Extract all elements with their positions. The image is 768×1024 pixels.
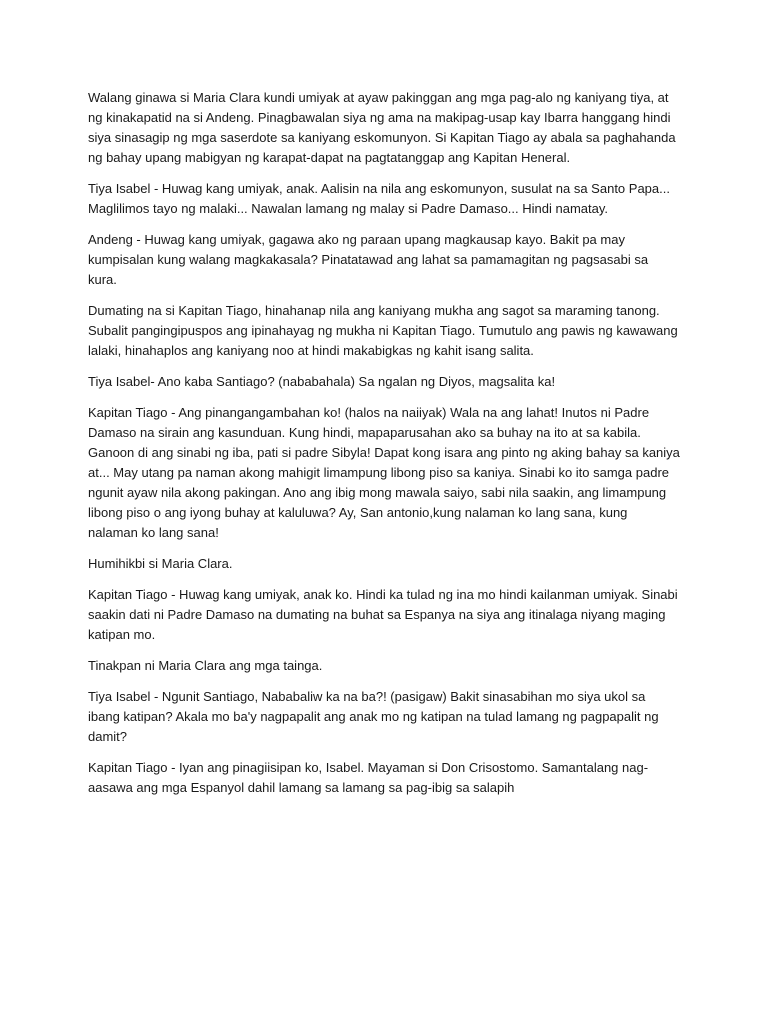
paragraph-tiya-isabel-3: Tiya Isabel - Ngunit Santiago, Nababaliw ka na ba?! (pasigaw) Bakit sinasabihan mo siya ukol sa ibang katipan? Akala mo ba'y nagpapalit ang anak mo ng katipan na tulad lamang ng pagpapalit ng damit? <box>88 689 659 744</box>
paragraph-tiya-isabel-1: Tiya Isabel - Huwag kang umiyak, anak. Aalisin na nila ang eskomunyon, susulat na sa Santo Papa... Maglilimos tayo ng malaki... Nawalan lamang ng malay si Padre Damaso... Hindi namatay. <box>88 181 670 216</box>
paragraph-kapitan-tiago-2: Kapitan Tiago - Huwag kang umiyak, anak ko. Hindi ka tulad ng ina mo hindi kailanman umiyak. Sinabi saakin dati ni Padre Damaso na dumating na buhat sa Espanya na siya ang itinalaga niyang maging katipan mo. <box>88 587 678 642</box>
paragraph-kapitan-tiago-1: Kapitan Tiago - Ang pinangangambahan ko! (halos na naiiyak) Wala na ang lahat! Inutos ni Padre Damaso na sirain ang kasunduan. Kung hindi, mapaparusahan ako sa buhay na ito at sa kabila. Ganoon di ang sinabi ng iba, pati si padre Sibyla! Dapat kong isara ang pinto ng aking bahay sa kaniya at... May utang pa naman akong mahigit limampung libong piso sa kaniya. Sinabi ko ito samga padre ngunit ayaw nila akong pakingan. Ano ang ibig mong mawala saiyo, sabi nila saakin, ang limampung libong piso o ang iyong buhay at kaluluwa? Ay, San antonio,kung nalaman ko lang sana, kung nalaman ko lang sana! <box>88 405 680 540</box>
paragraph-tiya-isabel-2: Tiya Isabel- Ano kaba Santiago? (nababahala) Sa ngalan ng Diyos, magsalita ka! <box>88 374 556 389</box>
paragraph-narration-kapitan-tiago-arrives: Dumating na si Kapitan Tiago, hinahanap nila ang kaniyang mukha ang sagot sa maraming tanong. Subalit pangingipuspos ang ipinahayag ng mukha ni Kapitan Tiago. Tumutulo ang pawis ng kawawang lalaki, hinahaplos ang kaniyang noo at hindi makabigkas ng kahit isang salita. <box>88 303 678 358</box>
paragraph-kapitan-tiago-3: Kapitan Tiago - Iyan ang pinagiisipan ko, Isabel. Mayaman si Don Crisostomo. Samantalang nag-aasawa ang mga Espanyol dahil lamang sa lamang sa pag-ibig sa salapih <box>88 760 649 795</box>
paragraph-andeng: Andeng - Huwag kang umiyak, gagawa ako ng paraan upang magkausap kayo. Bakit pa may kumpisalan kung walang magkakasala? Pinatatawad ang lahat sa pamamagitan ng pagsasabi sa kura. <box>88 232 649 287</box>
paragraph-narration-intro: Walang ginawa si Maria Clara kundi umiyak at ayaw pakinggan ang mga pag-alo ng kaniyang tiya, at ng kinakapatid na si Andeng. Pinagbawalan siya ng ama na makipag-usap kay Ibarra hanggang hindi siya sinasagip ng mga saserdote sa kaniyang eskomunyon. Si Kapitan Tiago ay abala sa paghahanda ng bahay upang mabigyan ng karapat-dapat na pagtatanggap ang Kapitan Heneral. <box>88 90 676 165</box>
document-page <box>88 88 680 809</box>
paragraph-narration-tinakpan: Tinakpan ni Maria Clara ang mga tainga. <box>88 658 323 673</box>
paragraph-narration-humihikbi: Humihikbi si Maria Clara. <box>88 556 233 571</box>
